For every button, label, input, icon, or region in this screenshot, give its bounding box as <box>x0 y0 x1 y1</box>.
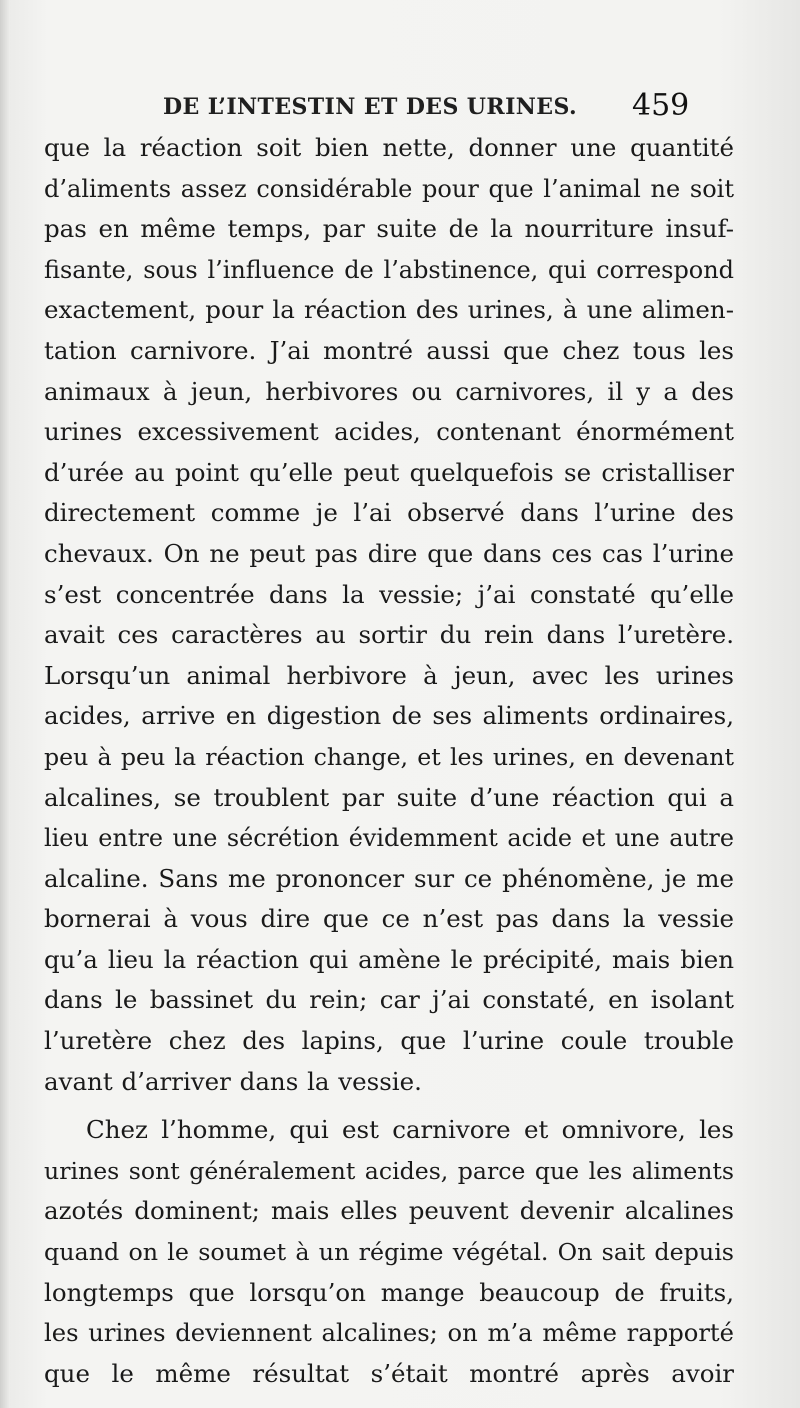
text-line: pas en même temps, par suite de la nourriture insuf- <box>44 214 734 244</box>
text-line: peu à peu la réaction change, et les urines, en devenant <box>44 742 734 771</box>
text-line: exactement, pour la réaction des urines, à une alimen- <box>44 295 734 325</box>
page-gutter-shadow <box>0 0 10 1408</box>
text-line: avait ces caractères au sortir du rein dans l’uretère. <box>44 620 734 650</box>
text-line: lieu entre une sécrétion évidemment acide et une autre <box>44 824 734 853</box>
text-line: que le même résultat s’était montré après avoir <box>44 1358 734 1388</box>
text-line: quand on le soumet à un régime végétal. On sait depuis <box>44 1238 734 1267</box>
text-line: avant d’arriver dans la vessie. <box>44 1066 422 1096</box>
running-head <box>0 88 800 128</box>
body-text <box>44 128 734 1394</box>
running-title: DE L’INTESTIN ET DES URINES. <box>163 94 578 120</box>
text-line: animaux à jeun, herbivores ou carnivores, il y a des <box>44 376 734 406</box>
paragraph-2 <box>44 1110 734 1394</box>
text-line: d’urée au point qu’elle peut quelquefois se cristalliser <box>44 457 734 487</box>
text-line: bornerai à vous dire que ce n’est pas dans la vessie <box>44 904 734 934</box>
text-line: chevaux. On ne peut pas dire que dans ces cas l’urine <box>44 538 734 568</box>
text-line: azotés dominent; mais elles peuvent devenir alcalines <box>44 1196 734 1226</box>
text-line: acides, arrive en digestion de ses aliments ordinaires, <box>44 701 734 731</box>
paragraph-1 <box>44 128 734 1102</box>
text-line: alcalines, se troublent par suite d’une réaction qui a <box>44 782 734 812</box>
page-number: 459 <box>632 88 690 123</box>
paragraph-gap <box>44 1102 734 1110</box>
text-line: urines sont généralement acides, parce que les aliments <box>44 1156 734 1185</box>
text-line: d’aliments assez considérable pour que l’animal ne soit <box>44 174 734 203</box>
text-line: fisante, sous l’influence de l’abstinence, qui correspond <box>44 255 734 284</box>
text-line: que la réaction soit bien nette, donner une quantité <box>44 133 734 162</box>
text-line: longtemps que lorsqu’on mange beaucoup de fruits, <box>44 1277 734 1307</box>
text-line: s’est concentrée dans la vessie; j’ai constaté qu’elle <box>44 579 734 609</box>
text-line: les urines deviennent alcalines; on m’a même rapporté <box>44 1318 734 1348</box>
text-line: directement comme je l’ai observé dans l’urine des <box>44 498 734 528</box>
text-line: Lorsqu’un animal herbivore à jeun, avec les urines <box>44 660 734 690</box>
text-line: qu’a lieu la réaction qui amène le précipité, mais bien <box>44 944 734 974</box>
text-line: urines excessivement acides, contenant énormément <box>44 417 734 447</box>
text-line: dans le bassinet du rein; car j’ai constaté, en isolant <box>44 985 734 1015</box>
text-line: tation carnivore. J’ai montré aussi que chez tous les <box>44 335 734 365</box>
text-line: l’uretère chez des lapins, que l’urine coule trouble <box>44 1026 734 1056</box>
text-line: alcaline. Sans me prononcer sur ce phénomène, je me <box>44 863 734 893</box>
text-line: Chez l’homme, qui est carnivore et omnivore, les <box>86 1115 734 1145</box>
